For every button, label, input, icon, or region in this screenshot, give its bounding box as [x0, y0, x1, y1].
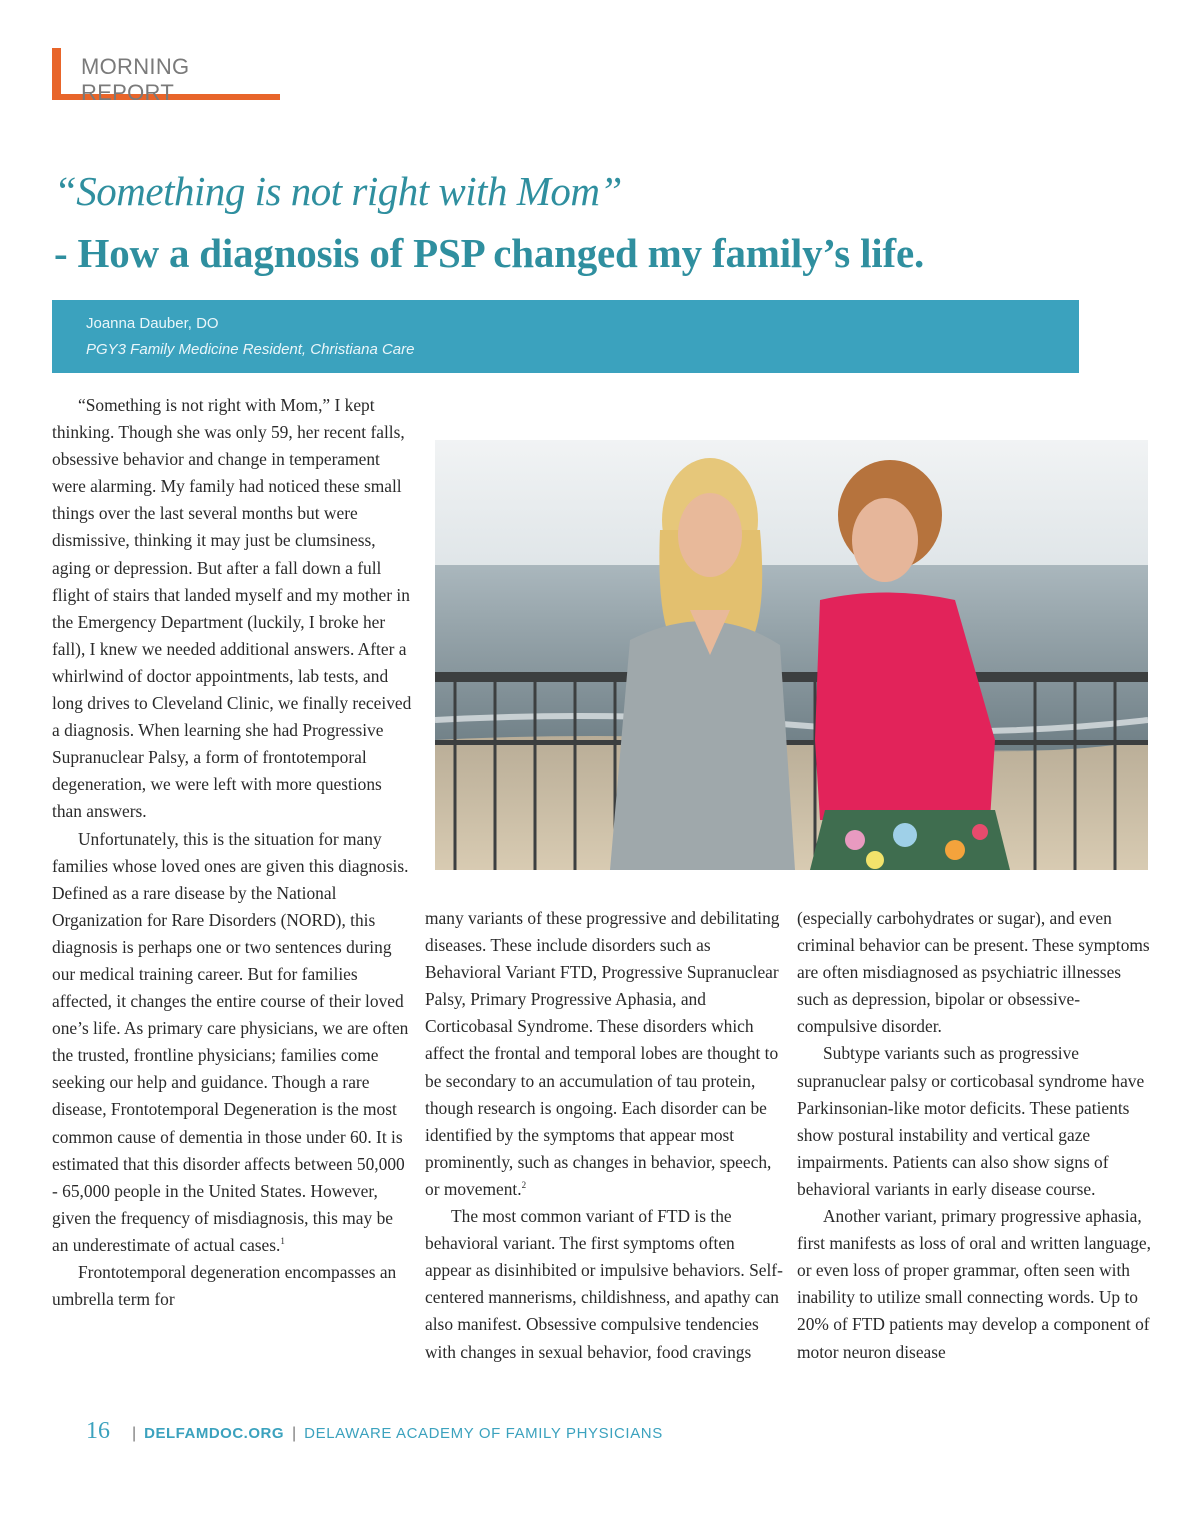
- article-column-3: [797, 905, 1157, 1366]
- article-photo: [435, 440, 1148, 870]
- article-column-1: [52, 392, 412, 1313]
- author-role: PGY3 Family Medicine Resident, Christiana Care: [86, 341, 415, 358]
- paragraph: Another variant, primary progressive aphasia, first manifests as loss of oral and written language, or even loss of proper grammar, often seen with inability to utilize small connecting words. Up to 20% of FTD patients may develop a component of motor neuron disease: [797, 1206, 1152, 1362]
- section-label: MORNING REPORT: [81, 54, 190, 105]
- footer-separator: |: [292, 1425, 297, 1442]
- paragraph: “Something is not right with Mom,” I kept thinking. Though she was only 59, her recent falls, obsessive behavior and change in temperament were alarming. My family had noticed these small things over the last several months but were dismissive, thinking it may just be clumsiness, aging or depression. But after a fall down a full flight of stairs that landed myself and my mother in the Emergency Department (luckily, I broke her fall), I knew we needed additional answers. After a whirlwind of doctor appointments, lab tests, and long drives to Cleveland Clinic, we finally received a diagnosis. When learning she had Progressive Supranuclear Palsy, a form of frontotemporal degeneration, we were left with more questions than answers.: [52, 395, 412, 822]
- footer-separator: |: [132, 1425, 137, 1442]
- author-name: Joanna Dauber, DO: [86, 315, 219, 332]
- paragraph: Unfortunately, this is the situation for many families whose loved ones are given this diagnosis. Defined as a rare disease by the National Organization for Rare Disorders (NORD), this diagnosis is perhaps one or two sentences during our medical training career. But for families affected, it changes the entire course of their loved one’s life. As primary care physicians, we are often the trusted, frontline physicians; families come seeking our help and guidance. Though a rare disease, Frontotemporal Degeneration is the most common cause of dementia in those under 60. It is estimated that this disorder affects between 50,000 - 65,000 people in the United States. However, given the frequency of misdiagnosis, this may be an underestimate of actual cases.$^1$: [52, 828, 409, 1255]
- paragraph: (especially carbohydrates or sugar), and even criminal behavior can be present. These symptoms are often misdiagnosed as psychiatric illnesses such as depression, bipolar or obsessive-compulsive disorder.: [797, 908, 1150, 1037]
- photo-illustration: [435, 440, 1148, 870]
- byline-bar: [52, 300, 1079, 373]
- headline-subtitle: - How a diagnosis of PSP changed my family’s life.: [54, 230, 924, 276]
- section-tag: [52, 48, 280, 105]
- footer-org-name: DELAWARE ACADEMY OF FAMILY PHYSICIANS: [304, 1425, 663, 1442]
- page-number: 16: [86, 1418, 110, 1444]
- article-column-2: [425, 905, 785, 1366]
- footnote-ref: 1: [280, 1236, 285, 1247]
- page-footer: [86, 1418, 663, 1448]
- paragraph: Frontotemporal degeneration encompasses an umbrella term for: [52, 1262, 397, 1310]
- article-headline: [54, 160, 1174, 284]
- headline-quote: “Something is not right with Mom”: [54, 168, 622, 214]
- paragraph: many variants of these progressive and debilitating diseases. These include disorders such as Behavioral Variant FTD, Progressive Supranuclear Palsy, Primary Progressive Aphasia, and Corticobasal Syndrome. These disorders which affect the frontal and temporal lobes are thought to be secondary to an accumulation of tau protein, though research is ongoing. Each disorder can be identified by the symptoms that appear most prominently, such as changes in behavior, speech, or movement.$^2$: [425, 908, 780, 1199]
- footer-site-link[interactable]: DELFAMDOC.ORG: [144, 1425, 284, 1442]
- footnote-ref: 2: [521, 1180, 527, 1191]
- paragraph: The most common variant of FTD is the behavioral variant. The first symptoms often appear as disinhibited or impulsive behaviors. Self-centered mannerisms, childishness, and apathy can also manifest. Obsessive compulsive tendencies with changes in sexual behavior, food cravings: [425, 1206, 783, 1362]
- paragraph: Subtype variants such as progressive supranuclear palsy or corticobasal syndrome have Parkinsonian-like motor deficits. These patients show postural instability and vertical gaze impairments. Patients can also show signs of behavioral variants in early disease course.: [797, 1043, 1145, 1199]
